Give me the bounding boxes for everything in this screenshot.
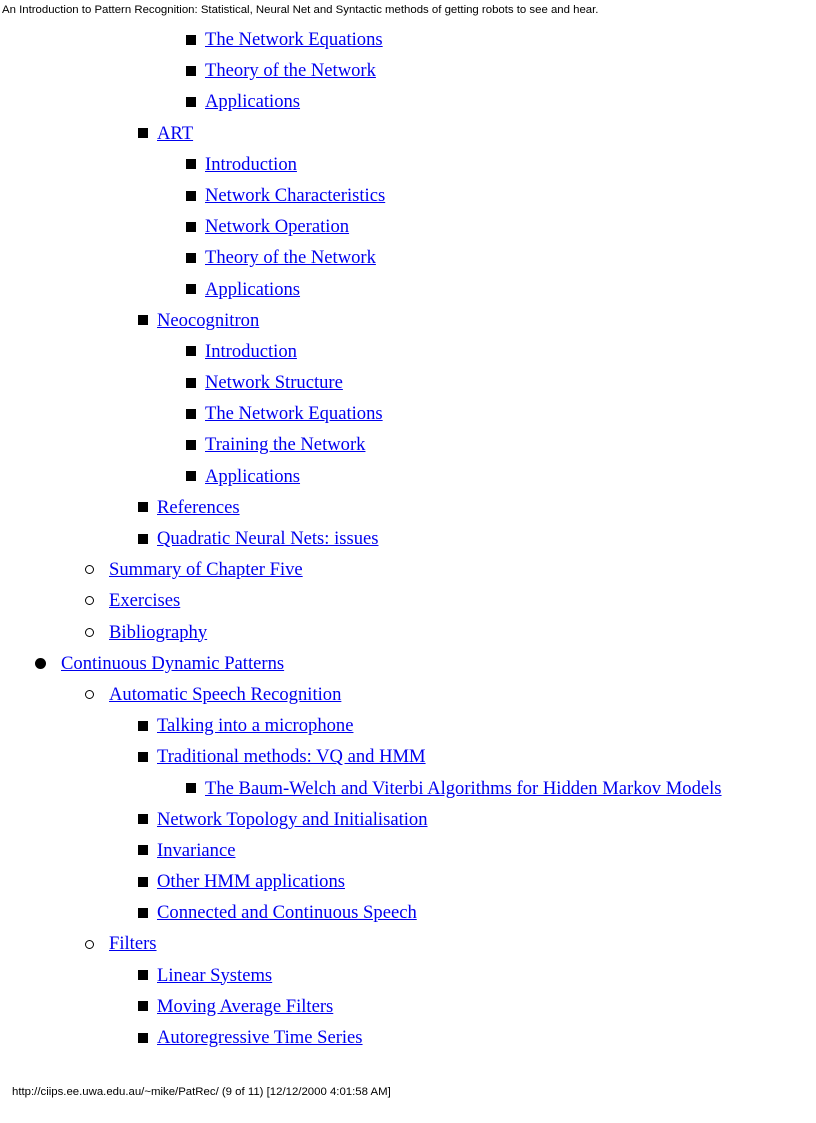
toc-item [0, 461, 816, 492]
toc-link[interactable]: Introduction [205, 153, 297, 175]
square-bullet-icon [138, 741, 148, 772]
circle-bullet-icon [85, 554, 94, 585]
toc-link[interactable]: Network Topology and Initialisation [157, 808, 428, 830]
toc-link[interactable]: Continuous Dynamic Patterns [61, 652, 285, 674]
toc-item [0, 928, 816, 959]
toc-link[interactable]: Network Operation [205, 216, 350, 238]
toc-item [0, 585, 816, 616]
toc-item [0, 429, 816, 460]
toc-item [0, 180, 816, 211]
toc-link[interactable]: Summary of Chapter Five [109, 559, 303, 581]
square-bullet-icon [186, 211, 196, 242]
toc-item [0, 336, 816, 367]
page-header: An Introduction to Pattern Recognition: Statistical, Neural Net and Syntactic methods of getting robots to see and hear. [2, 4, 599, 16]
square-bullet-icon [138, 835, 148, 866]
toc-item [0, 991, 816, 1022]
square-bullet-icon [138, 710, 148, 741]
circle-bullet-icon [85, 679, 94, 710]
toc-item [0, 804, 816, 835]
toc-link[interactable]: Applications [205, 465, 301, 487]
toc-link[interactable]: Filters [109, 933, 157, 955]
square-bullet-icon [138, 305, 148, 336]
toc-item [0, 773, 816, 804]
toc-link[interactable]: Automatic Speech Recognition [109, 683, 342, 705]
toc-link[interactable]: Applications [205, 278, 301, 300]
toc-link[interactable]: The Network Equations [205, 29, 383, 50]
square-bullet-icon [186, 461, 196, 492]
toc-link[interactable]: Connected and Continuous Speech [157, 902, 417, 924]
toc-link[interactable]: Training the Network [205, 434, 366, 456]
toc-link[interactable]: Invariance [157, 839, 236, 861]
toc-item [0, 274, 816, 305]
page-footer: http://ciips.ee.uwa.edu.au/~mike/PatRec/ (9 of 11) [12/12/2000 4:01:58 AM] [12, 1086, 391, 1098]
square-bullet-icon [138, 1022, 148, 1053]
toc-link[interactable]: Theory of the Network [205, 60, 376, 82]
square-bullet-icon [186, 398, 196, 429]
toc-item [0, 554, 816, 585]
toc-item [0, 679, 816, 710]
toc-item [0, 835, 816, 866]
square-bullet-icon [186, 773, 196, 804]
toc-link[interactable]: The Network Equations [205, 403, 383, 425]
toc-item [0, 741, 816, 772]
toc-item [0, 866, 816, 897]
square-bullet-icon [138, 492, 148, 523]
square-bullet-icon [186, 367, 196, 398]
square-bullet-icon [186, 336, 196, 367]
circle-bullet-icon [85, 928, 94, 959]
toc-link[interactable]: References [157, 496, 240, 518]
toc-link[interactable]: The Baum-Welch and Viterbi Algorithms for Hidden Markov Models [205, 777, 722, 799]
square-bullet-icon [186, 86, 196, 117]
toc-link[interactable]: Autoregressive Time Series [157, 1027, 363, 1048]
toc-item [0, 398, 816, 429]
square-bullet-icon [186, 242, 196, 273]
toc-item [0, 55, 816, 86]
toc-link[interactable]: Linear Systems [157, 964, 273, 986]
square-bullet-icon [138, 960, 148, 991]
circle-bullet-icon [85, 617, 94, 648]
toc-link[interactable]: Neocognitron [157, 309, 260, 331]
toc-link[interactable]: Moving Average Filters [157, 995, 334, 1017]
table-of-contents [0, 24, 816, 1053]
square-bullet-icon [138, 118, 148, 149]
toc-item [0, 242, 816, 273]
square-bullet-icon [138, 897, 148, 928]
toc-link[interactable]: Network Characteristics [205, 184, 386, 206]
toc-link[interactable]: Talking into a microphone [157, 715, 354, 737]
square-bullet-icon [186, 24, 196, 55]
toc-link[interactable]: Exercises [109, 590, 181, 612]
toc-item [0, 24, 816, 55]
square-bullet-icon [186, 55, 196, 86]
toc-link[interactable]: Introduction [205, 340, 297, 362]
toc-item [0, 648, 816, 679]
toc-item [0, 149, 816, 180]
toc-link[interactable]: Network Structure [205, 372, 343, 394]
toc-link[interactable]: Applications [205, 91, 301, 113]
square-bullet-icon [138, 523, 148, 554]
square-bullet-icon [138, 991, 148, 1022]
toc-item [0, 118, 816, 149]
toc-item [0, 960, 816, 991]
toc-item [0, 897, 816, 928]
square-bullet-icon [186, 149, 196, 180]
toc-link[interactable]: Other HMM applications [157, 871, 345, 893]
toc-item [0, 367, 816, 398]
toc-item [0, 617, 816, 648]
square-bullet-icon [186, 180, 196, 211]
circle-bullet-icon [85, 585, 94, 616]
toc-link[interactable]: Theory of the Network [205, 247, 376, 269]
square-bullet-icon [186, 429, 196, 460]
square-bullet-icon [186, 274, 196, 305]
toc-item [0, 211, 816, 242]
toc-item [0, 523, 816, 554]
toc-item [0, 710, 816, 741]
toc-item [0, 86, 816, 117]
square-bullet-icon [138, 866, 148, 897]
toc-link[interactable]: Quadratic Neural Nets: issues [157, 528, 379, 549]
toc-link[interactable]: ART [157, 122, 194, 144]
toc-item [0, 305, 816, 336]
toc-item [0, 492, 816, 523]
toc-item [0, 1022, 816, 1053]
disc-bullet-icon [35, 648, 46, 679]
square-bullet-icon [138, 804, 148, 835]
toc-link[interactable]: Traditional methods: VQ and HMM [157, 746, 426, 768]
toc-link[interactable]: Bibliography [109, 621, 208, 643]
